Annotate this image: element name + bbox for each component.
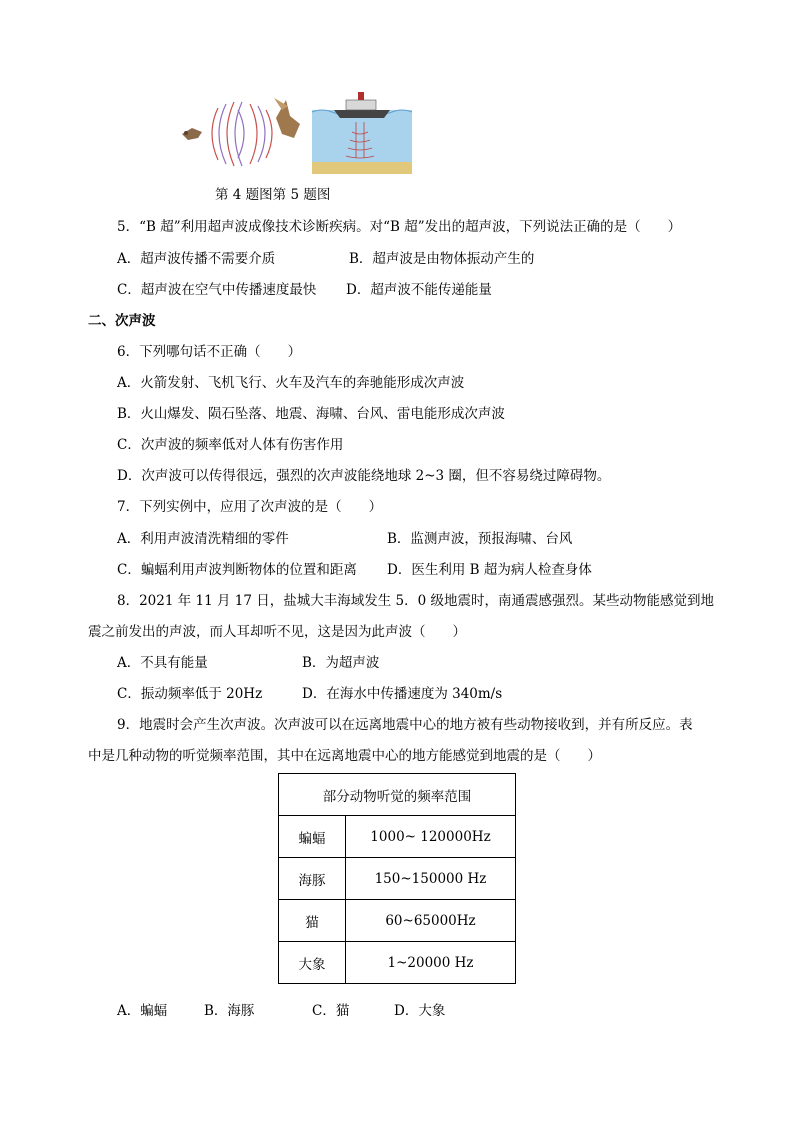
frequency-table (278, 773, 516, 984)
q9-stem-line1: 9．地震时会产生次声波。次声波可以在远离地震中心的地方被有些动物接收到，并有所反应。表 (117, 717, 693, 733)
table-title-row (279, 774, 516, 816)
animal-cell: 海豚 (279, 858, 346, 900)
q6-option-d: D．次声波可以传得很远，强烈的次声波能绕地球 2~3 圈，但不容易绕过障碍物。 (117, 468, 611, 484)
q7-stem: 7．下列实例中，应用了次声波的是（ ） (117, 499, 383, 515)
q9-option-d: D．大象 (394, 1003, 446, 1019)
q6-stem: 6．下列哪句话不正确（ ） (117, 344, 302, 360)
range-cell: 150~150000 Hz (346, 858, 516, 900)
q5-option-b: B．超声波是由物体振动产生的 (349, 251, 535, 267)
table-title: 部分动物听觉的频率范围 (279, 774, 516, 816)
animal-cell: 大象 (279, 942, 346, 984)
animal-cell: 猫 (279, 900, 346, 942)
q5-option-d: D．超声波不能传递能量 (346, 282, 492, 298)
q8-stem-line1: 8．2021 年 11 月 17 日，盐城大丰海域发生 5．0 级地震时，南通震感强烈。某些动物能感觉到地 (117, 593, 715, 609)
q8-option-d: D．在海水中传播速度为 340m/s (302, 686, 503, 702)
q9-option-b: B．海豚 (204, 1003, 255, 1019)
q5-option-c: C．超声波在空气中传播速度最快 (117, 282, 317, 298)
q9-option-a: A．蝙蝠 (117, 1003, 168, 1019)
table-row (279, 858, 516, 900)
q9-stem-line2: 中是几种动物的听觉频率范围，其中在远离地震中心的地方能感觉到地震的是（ ） (88, 748, 601, 764)
figure-caption: 第 4 题图第 5 题图 (215, 187, 331, 203)
table-row (279, 942, 516, 984)
q6-option-a: A．火箭发射、飞机飞行、火车及汽车的奔驰能形成次声波 (117, 375, 465, 391)
range-cell: 1~20000 Hz (346, 942, 516, 984)
q8-option-b: B．为超声波 (302, 655, 380, 671)
table-row (279, 816, 516, 858)
range-cell: 1000~ 120000Hz (346, 816, 516, 858)
q8-option-a: A．不具有能量 (117, 655, 208, 671)
table-row (279, 900, 516, 942)
q5-option-a: A．超声波传播不需要介质 (117, 251, 276, 267)
q7-option-d: D．医生利用 B 超为病人检查身体 (387, 562, 592, 578)
animal-cell: 蝙蝠 (279, 816, 346, 858)
q7-option-b: B．监测声波，预报海啸、台风 (387, 531, 573, 547)
q6-option-b: B．火山爆发、陨石坠落、地震、海啸、台风、雷电能形成次声波 (117, 406, 505, 422)
q8-option-c: C．振动频率低于 20Hz (117, 686, 263, 702)
range-cell: 60~65000Hz (346, 900, 516, 942)
q5-stem: 5．“B 超”利用超声波成像技术诊断疾病。对“B 超”发出的超声波，下列说法正确的是（ ） (117, 219, 682, 235)
q9-option-c: C．猫 (312, 1003, 350, 1019)
q7-option-c: C．蝙蝠利用声波判断物体的位置和距离 (117, 562, 357, 578)
q6-option-c: C．次声波的频率低对人体有伤害作用 (117, 437, 344, 453)
question-figures (178, 88, 418, 178)
section-title: 二、次声波 (88, 313, 156, 329)
q7-option-a: A．利用声波清洗精细的零件 (117, 531, 289, 547)
ship-sonar-icon (312, 88, 412, 174)
q8-stem-line2: 震之前发出的声波，而人耳却听不见，这是因为此声波（ ） (88, 624, 466, 640)
